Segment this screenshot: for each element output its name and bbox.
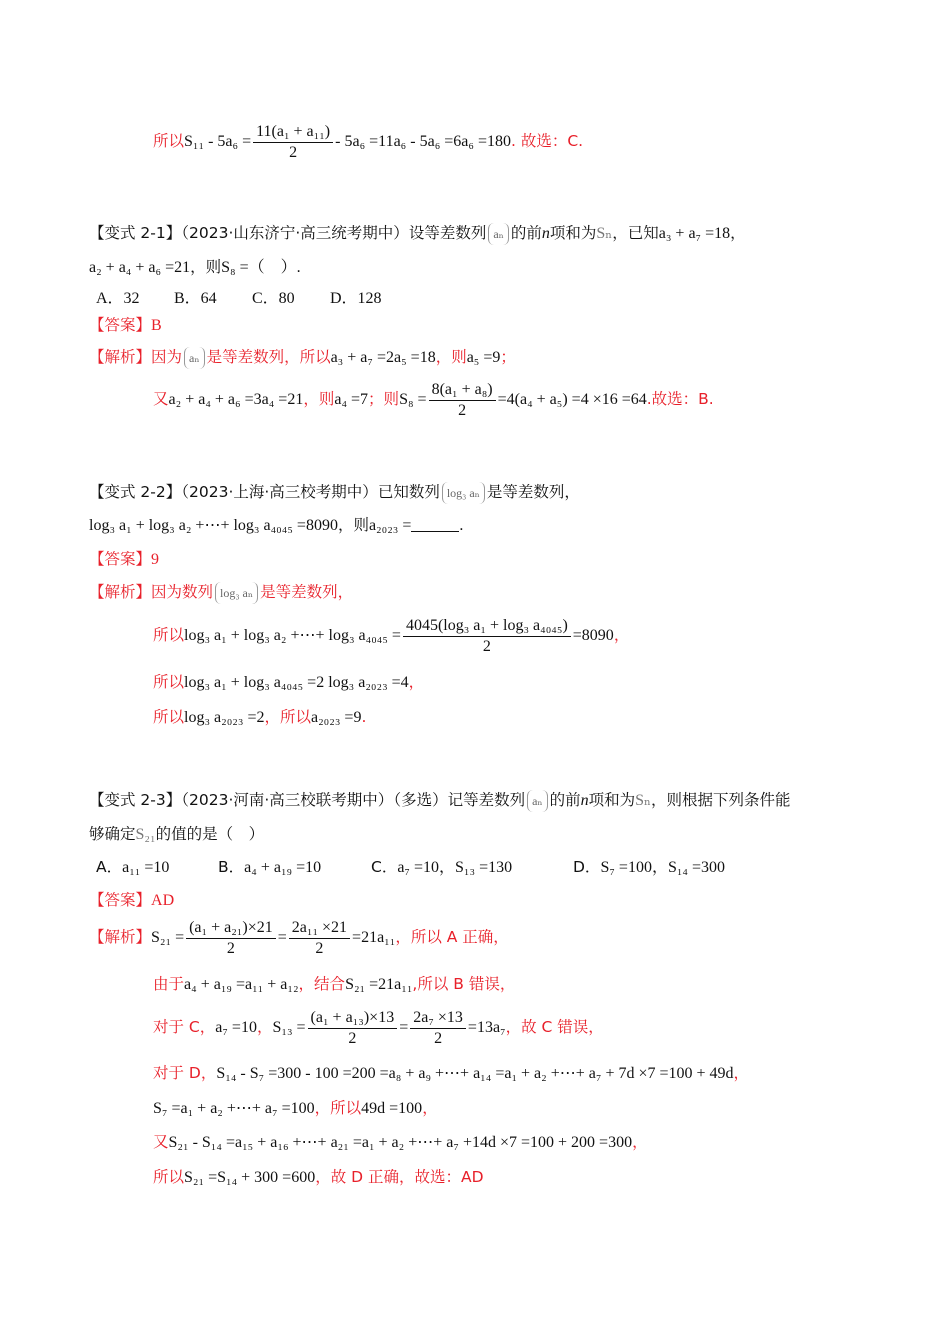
option-a bbox=[96, 856, 218, 879]
formula: log₃ a₂₀₂₃ =2 bbox=[184, 709, 265, 726]
analysis-label: 【解析】 bbox=[89, 928, 152, 947]
text: 设等差数列 bbox=[408, 224, 487, 242]
text: ，所以 A 正确， bbox=[395, 928, 509, 947]
formula: S₂₁ = bbox=[151, 929, 185, 947]
formula: = bbox=[399, 1019, 409, 1037]
text: ， bbox=[613, 626, 630, 645]
question-2-3-analysis-line7 bbox=[153, 1166, 484, 1189]
var-n: n bbox=[580, 792, 589, 809]
question-2-3-analysis-line6 bbox=[153, 1131, 648, 1154]
text: 由于 bbox=[153, 975, 185, 993]
text: 项和为 bbox=[549, 224, 597, 242]
formula: S₁₄ - S₇ =300 - 100 =200 =a₈ + a₉ +⋯+ a₁₄ =a₁ + a₂ +⋯+ a₇ + 7d ×7 =100 + 49d bbox=[216, 1065, 734, 1082]
fraction bbox=[253, 122, 333, 163]
question-2-3-analysis-line4 bbox=[153, 1062, 749, 1085]
formula: S₂₁ =21a₁₁ bbox=[345, 976, 413, 993]
question-2-1-analysis-line2 bbox=[153, 380, 714, 421]
text: 又 bbox=[153, 390, 169, 409]
text: ，则根据下列条件能 bbox=[650, 791, 791, 809]
question-2-1-stem-line2 bbox=[89, 256, 301, 279]
option-a: A．32 bbox=[96, 290, 140, 307]
option-d: D．128 bbox=[330, 290, 382, 307]
text: 是等差数列，所以 bbox=[206, 348, 331, 366]
question-2-2-analysis-line4 bbox=[153, 706, 366, 729]
text: 所以 bbox=[153, 708, 185, 726]
formula: a₁₁ =10 bbox=[122, 859, 170, 876]
question-2-3-analysis-line1 bbox=[89, 918, 509, 959]
text: ,所以 B 错误， bbox=[412, 975, 516, 993]
formula: S₇ =a₁ + a₂ +⋯+ a₇ =100 bbox=[153, 1100, 315, 1117]
answer-label: 【答案】 bbox=[89, 316, 152, 334]
text: ，已知 bbox=[612, 224, 659, 242]
text: ， bbox=[632, 1133, 648, 1151]
text: . 故选：C. bbox=[511, 132, 584, 151]
fraction bbox=[403, 616, 571, 657]
analysis-label: 【解析】 bbox=[89, 583, 152, 601]
question-2-1-analysis-line1 bbox=[89, 346, 516, 369]
formula: a₅ =9 bbox=[466, 349, 501, 366]
answer-value: AD bbox=[151, 892, 175, 909]
formula: a₄ + a₁₉ =10 bbox=[244, 859, 322, 876]
formula: log₃ a₁ + log₃ a₄₀₄₅ =2 log₃ a₂₀₂₃ =4 bbox=[184, 674, 409, 691]
text: ； bbox=[500, 348, 516, 366]
question-2-2-stem-line2 bbox=[89, 514, 463, 537]
text: 又 bbox=[153, 1133, 169, 1151]
formula: a₃ + a₇ =18 bbox=[658, 225, 731, 242]
var-n: n bbox=[541, 225, 550, 242]
text: ，故 C 错误， bbox=[505, 1018, 604, 1037]
option-label: C． bbox=[371, 858, 398, 876]
sequence-brace: aₙ bbox=[527, 790, 548, 812]
text: 所以 bbox=[153, 132, 185, 151]
formula: a₄ =7 bbox=[334, 391, 369, 409]
fraction-denominator: 2 bbox=[289, 144, 298, 161]
text: ， bbox=[408, 673, 425, 691]
formula: a₇ =10，S₁₃ =130 bbox=[397, 859, 513, 876]
top-conclusion-line bbox=[153, 122, 583, 163]
formula: a₃ + a₇ =2a₅ =18 bbox=[330, 349, 436, 366]
text: ， bbox=[730, 224, 746, 242]
fraction-denominator: 2 bbox=[315, 940, 324, 957]
fraction-denominator: 2 bbox=[458, 402, 467, 419]
text: 的值的是（ ） bbox=[155, 825, 265, 843]
answer-value: 9 bbox=[151, 551, 160, 568]
text: 因为数列 bbox=[151, 583, 214, 601]
fraction bbox=[186, 918, 276, 959]
fraction bbox=[289, 918, 350, 959]
text: 所以 bbox=[153, 1168, 185, 1186]
formula: =21a₁₁ bbox=[352, 929, 396, 947]
formula: =4(a₄ + a₅) =4 ×16 =64 bbox=[497, 391, 647, 409]
sequence-brace: aₙ bbox=[184, 347, 205, 369]
question-tag: 【变式 2-1】 bbox=[89, 224, 182, 242]
formula: Sₙ bbox=[596, 225, 613, 242]
text: 所以 bbox=[153, 673, 185, 691]
answer-label: 【答案】 bbox=[89, 891, 152, 909]
formula: = bbox=[277, 929, 287, 947]
sequence-brace: log₃ aₙ bbox=[215, 582, 258, 604]
fraction-denominator: 2 bbox=[482, 638, 491, 655]
text: 的前 bbox=[510, 224, 542, 242]
text: 已知数列 bbox=[377, 483, 440, 501]
formula: a₄ + a₁₉ =a₁₁ + a₁₂ bbox=[184, 976, 299, 993]
formula: S₂₁ =S₁₄ + 300 =600 bbox=[184, 1169, 316, 1186]
formula: log₃ a₁ + log₃ a₂ +⋯+ log₃ a₄₀₄₅ =8090 bbox=[89, 517, 338, 534]
question-2-3-analysis-line3 bbox=[153, 1008, 604, 1049]
question-2-3-stem-line1 bbox=[89, 789, 791, 812]
formula: S₁₃ = bbox=[272, 1019, 306, 1037]
question-2-2-stem-line1 bbox=[89, 481, 580, 504]
question-source: （2023·河南·高三校联考期中） bbox=[181, 791, 394, 809]
question-2-3-options bbox=[96, 856, 725, 879]
option-b: B．64 bbox=[174, 290, 217, 307]
formula: a₂ + a₄ + a₆ =3a₄ =21 bbox=[168, 391, 304, 409]
formula: a₂₀₂₃ = bbox=[368, 517, 412, 534]
option-label: B． bbox=[218, 858, 245, 876]
text: ，故 D 正确，故选：AD bbox=[315, 1168, 484, 1186]
question-2-2-analysis-line3 bbox=[153, 671, 424, 694]
option-b bbox=[218, 856, 371, 879]
question-2-1-options bbox=[96, 288, 382, 310]
question-2-3-analysis-line2 bbox=[153, 973, 515, 996]
formula: log₃ a₁ + log₃ a₂ +⋯+ log₃ a₄₀₄₅ = bbox=[184, 627, 401, 645]
fraction-numerator: (a₁ + a₁₃)×13 bbox=[308, 1008, 398, 1029]
question-2-3-analysis-line5 bbox=[153, 1097, 438, 1120]
fraction-numerator: 8(a₁ + a₈) bbox=[429, 380, 496, 401]
fraction-numerator: (a₁ + a₂₁)×21 bbox=[186, 918, 276, 939]
question-source: （2023·上海·高三校考期中） bbox=[181, 483, 378, 501]
text: .故选：B. bbox=[646, 390, 714, 409]
formula: =8090 bbox=[572, 627, 614, 645]
text: . bbox=[361, 708, 367, 726]
option-c bbox=[371, 856, 573, 879]
text: 是等差数列， bbox=[260, 583, 354, 601]
formula: a₇ =10 bbox=[215, 1019, 257, 1037]
answer-blank bbox=[411, 517, 459, 532]
formula: a₂₀₂₃ =9 bbox=[311, 709, 362, 726]
text: 够确定 bbox=[89, 825, 136, 843]
sequence-brace: aₙ bbox=[488, 223, 509, 245]
formula: S₈ = bbox=[399, 391, 427, 409]
question-tag: 【变式 2-2】 bbox=[89, 483, 182, 501]
question-2-3-answer bbox=[89, 889, 174, 912]
fraction-numerator: 2a₁₁ ×21 bbox=[289, 918, 350, 939]
formula: Sₙ bbox=[635, 792, 651, 809]
text: 对于 D， bbox=[153, 1064, 217, 1082]
fraction-denominator: 2 bbox=[226, 940, 235, 957]
formula: S₈ =（ ）. bbox=[221, 259, 301, 276]
text: 因为 bbox=[151, 348, 183, 366]
text: ，则 bbox=[303, 390, 335, 409]
question-2-1-answer bbox=[89, 314, 162, 337]
fraction-numerator: 2a₇ ×13 bbox=[410, 1008, 466, 1029]
text: ，则 bbox=[190, 258, 222, 276]
fraction-denominator: 2 bbox=[348, 1030, 357, 1047]
answer-value: B bbox=[151, 317, 162, 334]
text: . bbox=[459, 517, 464, 534]
question-tag: 【变式 2-3】 bbox=[89, 791, 182, 809]
question-2-2-analysis-line2 bbox=[153, 616, 629, 657]
text: 的前 bbox=[549, 791, 581, 809]
formula: S₂₁ bbox=[135, 826, 156, 843]
analysis-label: 【解析】 bbox=[89, 348, 152, 366]
question-2-2-analysis-line1 bbox=[89, 581, 353, 604]
question-2-1-stem-line1 bbox=[89, 222, 746, 245]
fraction-denominator: 2 bbox=[434, 1030, 443, 1047]
text: ，则 bbox=[337, 516, 369, 534]
text: ；则 bbox=[368, 390, 400, 409]
formula: 49d =100 bbox=[361, 1100, 423, 1117]
option-label: D． bbox=[573, 858, 601, 876]
text: ，所以 bbox=[264, 708, 311, 726]
formula: =13a₇ bbox=[467, 1019, 506, 1037]
text: ， bbox=[422, 1099, 438, 1117]
formula: S₇ =100，S₁₄ =300 bbox=[600, 859, 726, 876]
text: ， bbox=[256, 1018, 273, 1037]
fraction bbox=[429, 380, 496, 421]
text: 项和为 bbox=[588, 791, 636, 809]
question-2-2-answer bbox=[89, 548, 159, 571]
option-d bbox=[573, 856, 725, 879]
text: 对于 C， bbox=[153, 1018, 216, 1037]
text: ，结合 bbox=[298, 975, 346, 993]
sequence-brace: log₃ aₙ bbox=[442, 482, 485, 504]
question-2-3-stem-line2 bbox=[89, 823, 264, 846]
text: ， bbox=[733, 1064, 750, 1082]
text: 记等差数列 bbox=[447, 791, 526, 809]
formula: S₁₁ - 5a₆ = bbox=[184, 133, 252, 151]
formula: - 5a₆ =11a₆ - 5a₆ =6a₆ =180 bbox=[335, 133, 511, 151]
text: （多选） bbox=[393, 791, 448, 809]
text: ，所以 bbox=[314, 1099, 362, 1117]
formula: a₂ + a₄ + a₆ =21 bbox=[89, 259, 191, 276]
question-source: （2023·山东济宁·高三统考期中） bbox=[181, 224, 409, 242]
fraction-numerator: 11(a₁ + a₁₁) bbox=[253, 122, 333, 143]
answer-label: 【答案】 bbox=[89, 550, 152, 568]
text: ，则 bbox=[435, 348, 467, 366]
option-c: C．80 bbox=[252, 290, 295, 307]
formula: S₂₁ - S₁₄ =a₁₅ + a₁₆ +⋯+ a₂₁ =a₁ + a₂ +⋯+ a₇ +14d ×7 =100 + 200 =300 bbox=[168, 1134, 633, 1151]
text: 是等差数列， bbox=[486, 483, 580, 501]
text: 所以 bbox=[153, 626, 185, 645]
fraction bbox=[410, 1008, 466, 1049]
option-label: A． bbox=[96, 858, 123, 876]
fraction-numerator: 4045(log₃ a₁ + log₃ a₄₀₄₅) bbox=[403, 616, 571, 637]
fraction bbox=[308, 1008, 398, 1049]
